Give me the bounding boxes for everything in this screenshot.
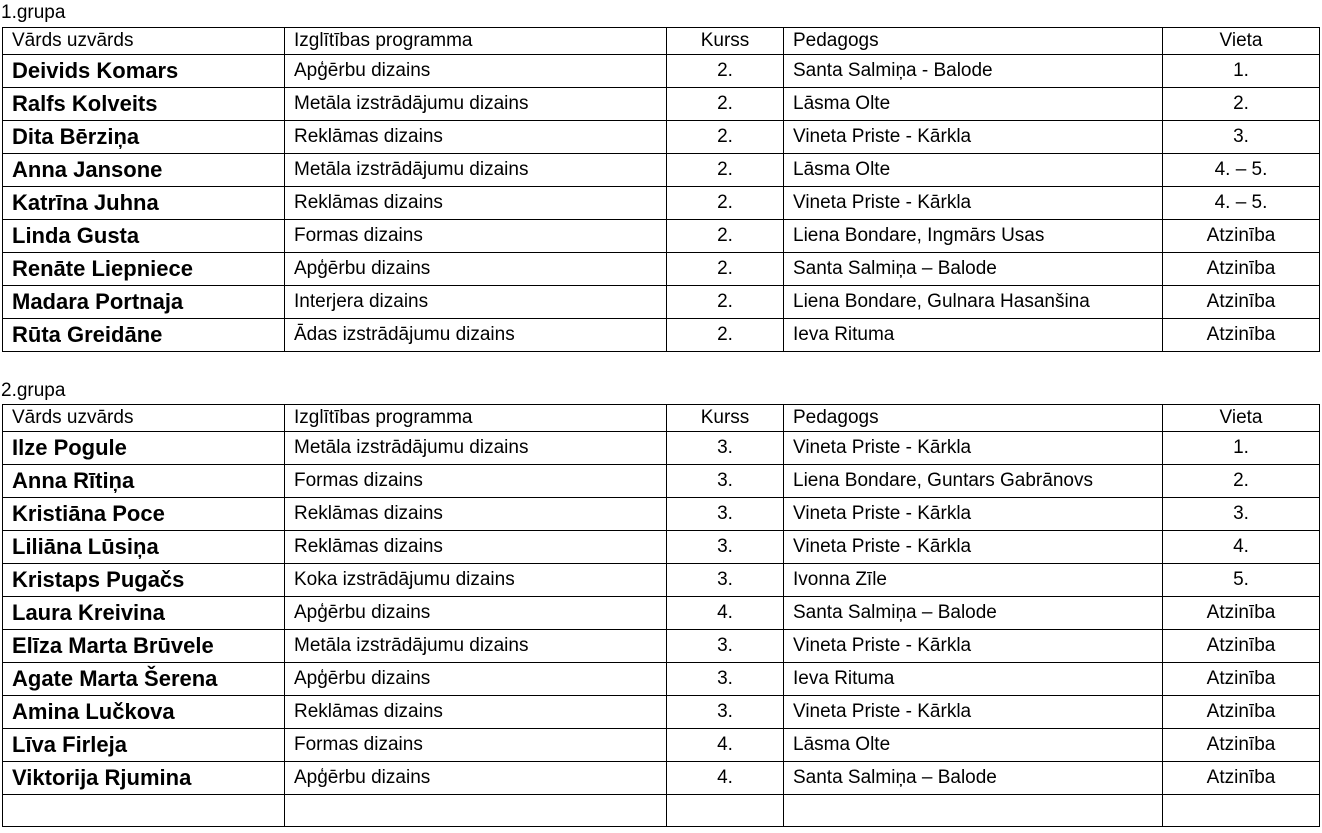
group1-table-body xyxy=(3,28,1320,352)
cell-place: Atzinība xyxy=(1163,663,1320,696)
cell-course: 2. xyxy=(667,220,784,253)
cell-course: 2. xyxy=(667,121,784,154)
cell-place: 3. xyxy=(1163,121,1320,154)
cell-program: Interjera dizains xyxy=(285,286,667,319)
header-course: Kurss xyxy=(667,405,784,432)
cell-name: Kristiāna Poce xyxy=(3,498,285,531)
cell-teacher: Ieva Rituma xyxy=(784,319,1163,352)
cell-course: 2. xyxy=(667,319,784,352)
cell-place: Atzinība xyxy=(1163,696,1320,729)
cell-name: Līva Firleja xyxy=(3,729,285,762)
empty-cell xyxy=(784,795,1163,827)
group2-title: 2.grupa xyxy=(1,380,66,401)
cell-name: Dita Bērziņa xyxy=(3,121,285,154)
cell-course: 4. xyxy=(667,729,784,762)
cell-course: 4. xyxy=(667,597,784,630)
cell-place: 4. – 5. xyxy=(1163,187,1320,220)
group2-table-body xyxy=(3,405,1320,827)
cell-place: Atzinība xyxy=(1163,253,1320,286)
cell-teacher: Lāsma Olte xyxy=(784,88,1163,121)
cell-place: Atzinība xyxy=(1163,286,1320,319)
cell-course: 3. xyxy=(667,696,784,729)
cell-name: Anna Jansone xyxy=(3,154,285,187)
cell-name: Madara Portnaja xyxy=(3,286,285,319)
cell-place: 5. xyxy=(1163,564,1320,597)
cell-course: 3. xyxy=(667,465,784,498)
cell-name: Liliāna Lūsiņa xyxy=(3,531,285,564)
cell-name: Viktorija Rjumina xyxy=(3,762,285,795)
cell-course: 2. xyxy=(667,253,784,286)
header-teacher: Pedagogs xyxy=(784,405,1163,432)
header-place: Vieta xyxy=(1163,405,1320,432)
cell-name: Kristaps Pugačs xyxy=(3,564,285,597)
table-row xyxy=(3,696,1320,729)
table-row xyxy=(3,432,1320,465)
group1-header-row xyxy=(3,28,1320,55)
cell-name: Agate Marta Šerena xyxy=(3,663,285,696)
cell-teacher: Vineta Priste - Kārkla xyxy=(784,187,1163,220)
cell-program: Apģērbu dizains xyxy=(285,663,667,696)
header-name: Vārds uzvārds xyxy=(3,405,285,432)
cell-program: Koka izstrādājumu dizains xyxy=(285,564,667,597)
cell-course: 4. xyxy=(667,762,784,795)
cell-place: Atzinība xyxy=(1163,630,1320,663)
cell-program: Apģērbu dizains xyxy=(285,762,667,795)
cell-teacher: Liena Bondare, Guntars Gabrānovs xyxy=(784,465,1163,498)
table-row xyxy=(3,630,1320,663)
table-row xyxy=(3,253,1320,286)
table-row xyxy=(3,531,1320,564)
cell-place: Atzinība xyxy=(1163,597,1320,630)
cell-teacher: Vineta Priste - Kārkla xyxy=(784,531,1163,564)
table-row xyxy=(3,663,1320,696)
cell-teacher: Vineta Priste - Kārkla xyxy=(784,121,1163,154)
cell-teacher: Vineta Priste - Kārkla xyxy=(784,630,1163,663)
empty-cell xyxy=(1163,795,1320,827)
cell-course: 3. xyxy=(667,663,784,696)
cell-place: 4. – 5. xyxy=(1163,154,1320,187)
cell-program: Metāla izstrādājumu dizains xyxy=(285,154,667,187)
cell-program: Apģērbu dizains xyxy=(285,55,667,88)
empty-cell xyxy=(3,795,285,827)
table-row xyxy=(3,286,1320,319)
cell-course: 2. xyxy=(667,154,784,187)
header-teacher: Pedagogs xyxy=(784,28,1163,55)
cell-name: Anna Rītiņa xyxy=(3,465,285,498)
empty-row xyxy=(3,795,1320,827)
cell-place: Atzinība xyxy=(1163,762,1320,795)
cell-course: 2. xyxy=(667,187,784,220)
cell-course: 3. xyxy=(667,630,784,663)
cell-place: 3. xyxy=(1163,498,1320,531)
cell-name: Ralfs Kolveits xyxy=(3,88,285,121)
cell-place: Atzinība xyxy=(1163,220,1320,253)
header-name: Vārds uzvārds xyxy=(3,28,285,55)
cell-teacher: Lāsma Olte xyxy=(784,154,1163,187)
cell-course: 3. xyxy=(667,498,784,531)
group2-table xyxy=(2,404,1320,827)
cell-name: Linda Gusta xyxy=(3,220,285,253)
group1-title: 1.grupa xyxy=(1,2,66,23)
cell-place: 4. xyxy=(1163,531,1320,564)
cell-name: Amina Lučkova xyxy=(3,696,285,729)
cell-place: Atzinība xyxy=(1163,729,1320,762)
cell-program: Formas dizains xyxy=(285,729,667,762)
cell-course: 3. xyxy=(667,531,784,564)
cell-program: Reklāmas dizains xyxy=(285,121,667,154)
table-row xyxy=(3,88,1320,121)
cell-program: Reklāmas dizains xyxy=(285,696,667,729)
header-course: Kurss xyxy=(667,28,784,55)
table-row xyxy=(3,154,1320,187)
cell-name: Renāte Liepniece xyxy=(3,253,285,286)
cell-teacher: Santa Salmiņa – Balode xyxy=(784,762,1163,795)
cell-program: Metāla izstrādājumu dizains xyxy=(285,88,667,121)
group1-table xyxy=(2,27,1320,352)
cell-name: Rūta Greidāne xyxy=(3,319,285,352)
cell-teacher: Santa Salmiņa - Balode xyxy=(784,55,1163,88)
cell-teacher: Liena Bondare, Gulnara Hasanšina xyxy=(784,286,1163,319)
header-place: Vieta xyxy=(1163,28,1320,55)
cell-program: Reklāmas dizains xyxy=(285,187,667,220)
cell-course: 3. xyxy=(667,432,784,465)
cell-program: Apģērbu dizains xyxy=(285,597,667,630)
header-program: Izglītības programma xyxy=(285,28,667,55)
group2-header-row xyxy=(3,405,1320,432)
cell-program: Reklāmas dizains xyxy=(285,531,667,564)
cell-place: 2. xyxy=(1163,88,1320,121)
table-row xyxy=(3,220,1320,253)
table-row xyxy=(3,729,1320,762)
cell-teacher: Santa Salmiņa – Balode xyxy=(784,597,1163,630)
table-row xyxy=(3,121,1320,154)
cell-name: Laura Kreivina xyxy=(3,597,285,630)
cell-program: Metāla izstrādājumu dizains xyxy=(285,630,667,663)
table-row xyxy=(3,498,1320,531)
cell-program: Reklāmas dizains xyxy=(285,498,667,531)
cell-course: 2. xyxy=(667,88,784,121)
table-row xyxy=(3,762,1320,795)
table-row xyxy=(3,187,1320,220)
table-row xyxy=(3,597,1320,630)
cell-teacher: Liena Bondare, Ingmārs Usas xyxy=(784,220,1163,253)
cell-teacher: Vineta Priste - Kārkla xyxy=(784,696,1163,729)
cell-teacher: Vineta Priste - Kārkla xyxy=(784,498,1163,531)
cell-place: 2. xyxy=(1163,465,1320,498)
header-program: Izglītības programma xyxy=(285,405,667,432)
cell-program: Formas dizains xyxy=(285,465,667,498)
cell-program: Formas dizains xyxy=(285,220,667,253)
empty-cell xyxy=(667,795,784,827)
cell-name: Katrīna Juhna xyxy=(3,187,285,220)
cell-teacher: Vineta Priste - Kārkla xyxy=(784,432,1163,465)
cell-program: Metāla izstrādājumu dizains xyxy=(285,432,667,465)
cell-teacher: Santa Salmiņa – Balode xyxy=(784,253,1163,286)
table-row xyxy=(3,319,1320,352)
cell-course: 2. xyxy=(667,55,784,88)
empty-cell xyxy=(285,795,667,827)
cell-name: Elīza Marta Brūvele xyxy=(3,630,285,663)
cell-place: 1. xyxy=(1163,432,1320,465)
cell-course: 2. xyxy=(667,286,784,319)
table-row xyxy=(3,564,1320,597)
table-row xyxy=(3,55,1320,88)
cell-place: Atzinība xyxy=(1163,319,1320,352)
table-row xyxy=(3,465,1320,498)
cell-teacher: Lāsma Olte xyxy=(784,729,1163,762)
cell-program: Apģērbu dizains xyxy=(285,253,667,286)
cell-program: Ādas izstrādājumu dizains xyxy=(285,319,667,352)
cell-name: Ilze Pogule xyxy=(3,432,285,465)
cell-teacher: Ivonna Zīle xyxy=(784,564,1163,597)
cell-course: 3. xyxy=(667,564,784,597)
cell-name: Deivids Komars xyxy=(3,55,285,88)
cell-teacher: Ieva Rituma xyxy=(784,663,1163,696)
cell-place: 1. xyxy=(1163,55,1320,88)
